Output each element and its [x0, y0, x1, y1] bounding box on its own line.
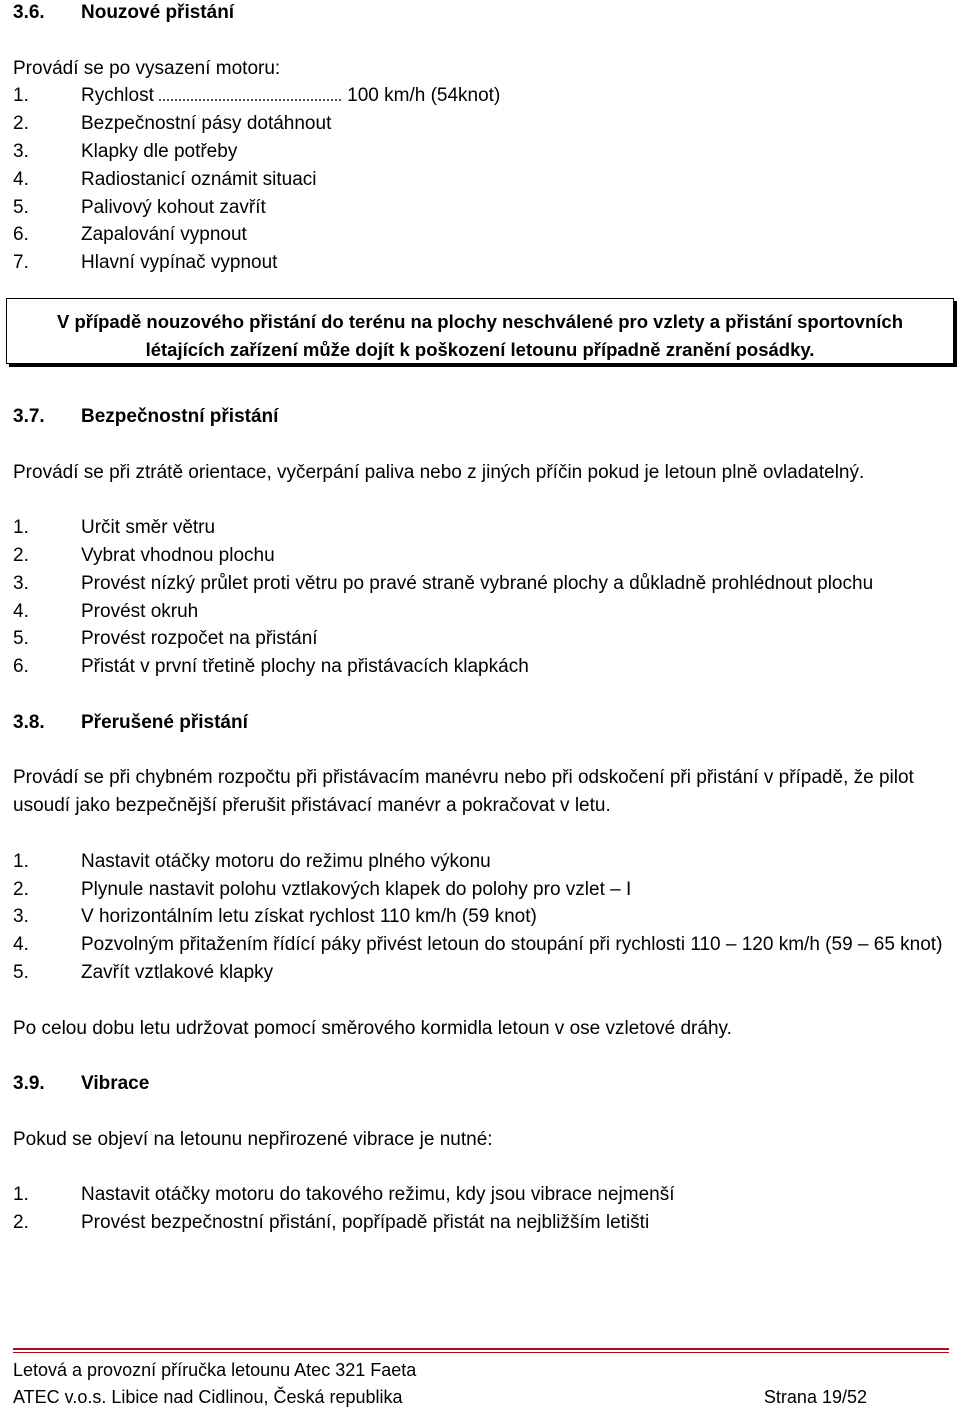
item-number: 2.	[13, 113, 29, 135]
numbered-list	[13, 82, 950, 277]
list-item	[13, 1181, 950, 1209]
section-title: Nouzové přistání	[81, 2, 235, 23]
section-heading	[13, 709, 950, 737]
list-item	[13, 848, 950, 876]
item-text: Provést rozpočet na přistání	[81, 628, 318, 650]
list-item	[13, 570, 950, 598]
item-text: Vybrat vhodnou plochu	[81, 544, 275, 566]
paragraph: Pokud se objeví na letounu nepřirozené vibrace je nutné:	[13, 1128, 493, 1150]
item-label: Rychlost	[81, 85, 154, 107]
section-heading	[13, 403, 950, 431]
item-number: 3.	[13, 906, 29, 928]
numbered-list	[13, 514, 950, 681]
item-number: 6.	[13, 656, 29, 678]
item-text: Zapalování vypnout	[81, 224, 247, 246]
warning-line: V případě nouzového přistání do terénu na plochy neschválené pro vzlety a přistání sportovních	[56, 311, 904, 332]
list-item	[13, 110, 950, 138]
item-text: Hlavní vypínač vypnout	[81, 252, 278, 274]
item-text: Pozvolným přitažením řídící páky přivést letoun do stoupání při rychlosti 110 – 120 km/h (59 – 65 knot)	[81, 934, 943, 956]
section-title: Vibrace	[81, 1073, 150, 1095]
footer-divider	[13, 1348, 949, 1350]
paragraph: Provádí se při ztrátě orientace, vyčerpání paliva nebo z jiných příčin pokud je letoun plně ovladatelný.	[13, 461, 865, 483]
item-number: 3.	[13, 572, 29, 594]
section-title: Bezpečnostní přistání	[81, 405, 279, 427]
section-number: 3.9.	[13, 1073, 45, 1095]
item-text	[81, 82, 950, 110]
item-number: 4.	[13, 934, 29, 956]
item-text: Provést nízký průlet proti větru po pravé straně vybrané plochy a důkladně prohlédnout plochu	[81, 572, 874, 594]
item-number: 1.	[13, 1184, 29, 1206]
item-text: Provést okruh	[81, 600, 199, 622]
footer-company: ATEC v.o.s. Libice nad Cidlinou, Česká republika	[13, 1387, 403, 1407]
warning-line: létajících zařízení může dojít k poškození letounu případně zranění posádky.	[145, 338, 815, 360]
page-footer	[13, 1357, 949, 1411]
section-number: 3.7.	[13, 405, 45, 427]
item-number: 5.	[13, 961, 29, 983]
item-number: 1.	[13, 85, 29, 107]
section-number: 3.8.	[13, 711, 45, 733]
list-item	[13, 1209, 950, 1237]
list-item	[13, 625, 950, 653]
item-text: Zavřít vztlakové klapky	[81, 961, 274, 983]
item-number: 2.	[13, 1212, 29, 1234]
item-number: 2.	[13, 544, 29, 566]
list-item	[13, 876, 950, 904]
item-number: 3.	[13, 140, 29, 162]
document-page	[13, 0, 950, 1237]
item-text: Radiostanicí oznámit situaci	[81, 168, 317, 190]
item-text: Nastavit otáčky motoru do režimu plného výkonu	[81, 850, 491, 872]
paragraph: Provádí se po vysazení motoru:	[13, 57, 281, 79]
item-text: Provést bezpečnostní přistání, popřípadě přistát na nejbližším letišti	[81, 1212, 650, 1234]
list-item	[13, 82, 950, 110]
list-item	[13, 903, 950, 931]
item-number: 2.	[13, 878, 29, 900]
item-number: 1.	[13, 850, 29, 872]
item-number: 5.	[13, 196, 29, 218]
section-heading	[13, 0, 950, 27]
item-text: Klapky dle potřeby	[81, 140, 238, 162]
numbered-list	[13, 848, 950, 987]
item-number: 6.	[13, 224, 29, 246]
item-text: Určit směr větru	[81, 517, 216, 539]
list-item	[13, 653, 950, 681]
item-number: 5.	[13, 628, 29, 650]
item-text: Plynule nastavit polohu vztlakových klapek do polohy pro vzlet – I	[81, 878, 632, 900]
item-value: 100 km/h (54knot)	[347, 85, 501, 107]
item-text: Nastavit otáčky motoru do takového režimu, kdy jsou vibrace nejmenší	[81, 1184, 675, 1206]
footer-title: Letová a provozní příručka letounu Atec 321 Faeta	[13, 1360, 417, 1380]
list-item	[13, 542, 950, 570]
page-number: Strana 19/52	[763, 1387, 867, 1407]
footer-divider	[13, 1352, 949, 1353]
section-heading	[13, 1070, 950, 1098]
item-text: Přistát v první třetině plochy na přistávacích klapkách	[81, 656, 529, 678]
footer-row	[13, 1384, 949, 1411]
list-item	[13, 514, 950, 542]
list-item	[13, 221, 950, 249]
item-text: V horizontálním letu získat rychlost 110 km/h (59 knot)	[81, 906, 537, 928]
numbered-list	[13, 1181, 950, 1237]
item-number: 4.	[13, 168, 29, 190]
list-item	[13, 138, 950, 166]
list-item	[13, 598, 950, 626]
item-number: 7.	[13, 252, 29, 274]
dotted-leader	[159, 83, 341, 101]
paragraph: Po celou dobu letu udržovat pomocí směrového kormidla letoun v ose vzletové dráhy.	[13, 1017, 732, 1039]
section-number: 3.6.	[13, 2, 45, 23]
list-item	[13, 931, 950, 959]
item-text: Bezpečnostní pásy dotáhnout	[81, 113, 332, 135]
list-item	[13, 959, 950, 987]
item-number: 4.	[13, 600, 29, 622]
paragraph: Provádí se při chybném rozpočtu při přistávacím manévru nebo při odskočení při přistání v případě, že pilot usoudí jako bezpečnější přerušit přistávací manévr a pokračovat v letu.	[13, 767, 914, 817]
list-item	[13, 166, 950, 194]
item-number: 1.	[13, 517, 29, 539]
list-item	[13, 194, 950, 222]
section-title: Přerušené přistání	[81, 711, 248, 733]
list-item	[13, 249, 950, 277]
warning-box	[6, 298, 954, 364]
item-text: Palivový kohout zavřít	[81, 196, 266, 218]
